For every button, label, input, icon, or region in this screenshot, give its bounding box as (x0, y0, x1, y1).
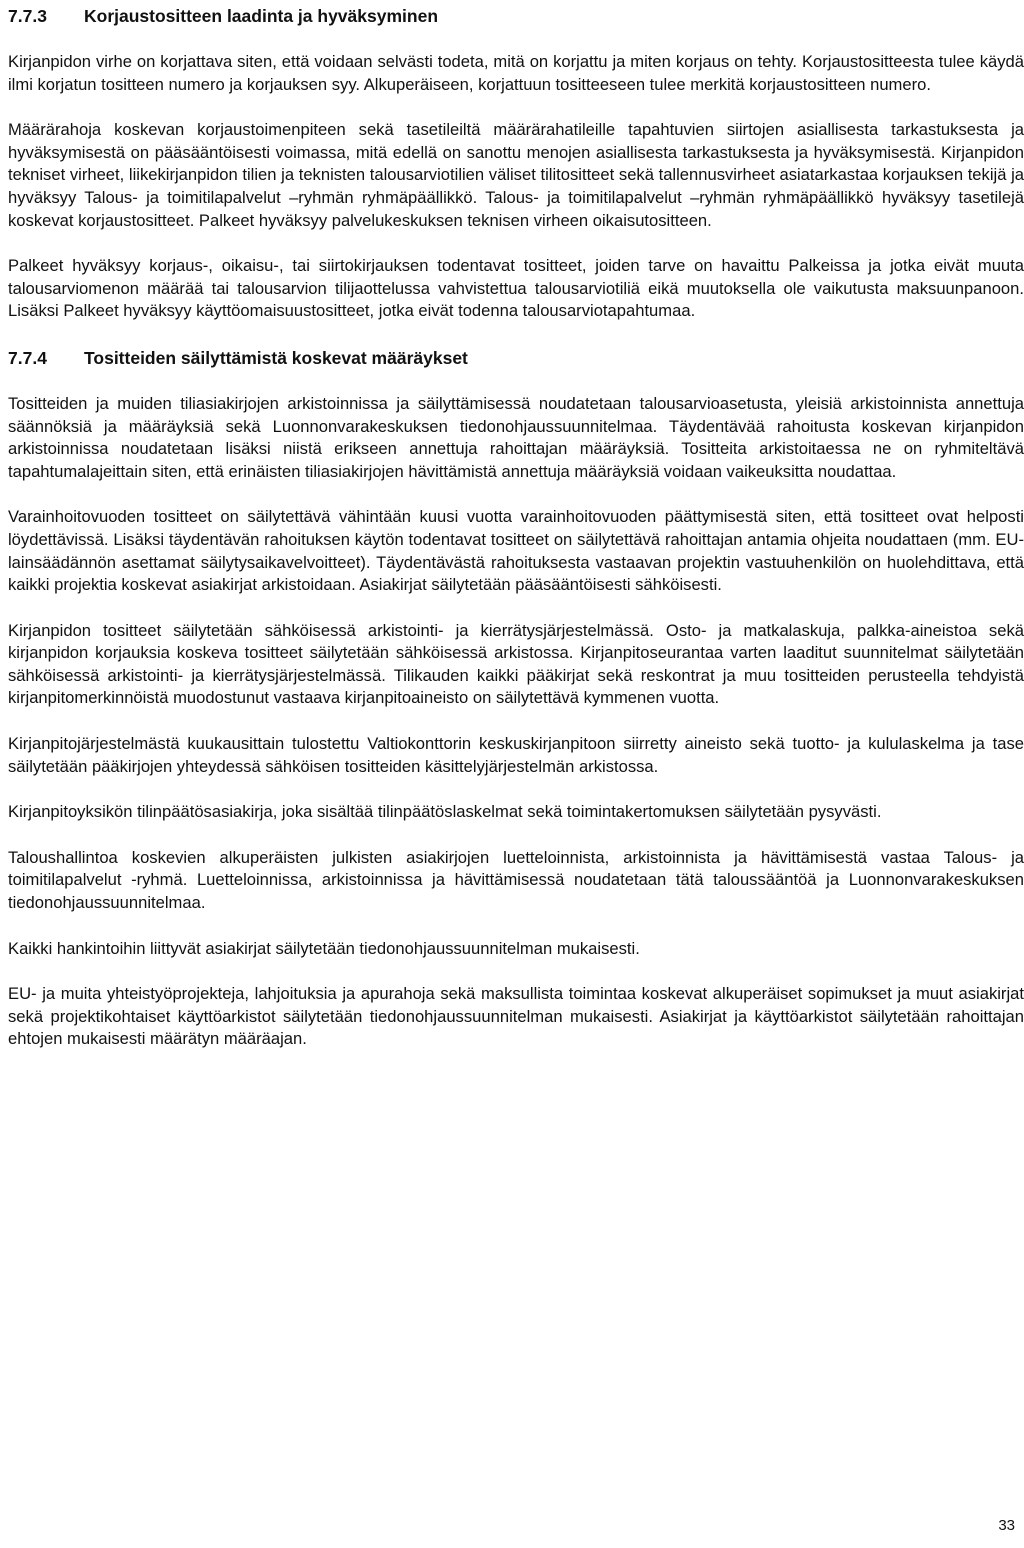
paragraph: Taloushallintoa koskevien alkuperäisten julkisten asiakirjojen luetteloinnista, arkistoinnista ja hävittämisestä vastaa Talous- ja toimitilapalvelut -ryhmä. Luetteloinnissa, arkistoinnissa ja hävittämisessä noudatetaan tätä taloussääntöä ja Luonnonvarakeskuksen tiedonohjaussuunnitelmaa. (8, 847, 1024, 913)
section-number: 7.7.3 (8, 6, 47, 26)
paragraph: Kirjanpidon tositteet säilytetään sähköisessä arkistointi- ja kierrätysjärjestelmässä. Osto- ja matkalaskuja, palkka-aineistoa sekä kirjanpidon korjauksia koskeva tositteet säilytetään sähköisessä arkistossa. Kirjanpitoseurantaa varten laaditut suunnitelmat säilytetään sähköisessä arkistointi- ja kierrätysjärjestelmässä. Tilikauden kaikki pääkirjat sekä reskontrat ja muu tositteiden perusteella tehdyistä kirjanpitomerkinnöistä muodostunut vastaava kirjanpitoaineisto on säilytettävä kymmenen vuotta. (8, 620, 1024, 708)
paragraph: Kirjanpidon virhe on korjattava siten, että voidaan selvästi todeta, mitä on korjattu ja miten korjaus on tehty. Korjaustositteesta tulee käydä ilmi korjatun tositteen numero ja korjauksen syy. Alkuperäiseen, korjattuun tositteeseen tulee merkitä korjaustositteen numero. (8, 52, 1024, 94)
section-title: Tositteiden säilyttämistä koskevat määräykset (84, 347, 468, 368)
paragraph: Kaikki hankintoihin liittyvät asiakirjat säilytetään tiedonohjaussuunnitelman mukaisesti. (8, 938, 640, 958)
section-title: Korjaustositteen laadinta ja hyväksyminen (84, 6, 439, 26)
section-number: 7.7.4 (8, 347, 47, 368)
section-heading (8, 346, 1024, 370)
document-page (8, 4, 1024, 1072)
page-number: 33 (998, 1517, 1015, 1534)
paragraph: Kirjanpitoyksikön tilinpäätösasiakirja, joka sisältää tilinpäätöslaskelmat sekä toimintakertomuksen säilytetään pysyvästi. (8, 802, 882, 822)
paragraph: Määrärahoja koskevan korjaustoimenpiteen sekä tasetileiltä määrärahatileille tapahtuvien siirtojen asiallisesta tarkastuksesta ja hyväksymisestä on pääsääntöisesti voimassa, mitä edellä on sanottu menojen asiallisesta tarkastuksesta ja hyväksymisestä. Kirjanpidon tekniset virheet, liikekirjanpidon tilien ja teknisten talousarviotilien väliset tilitositteet sekä tallennusvirheet asiatarkastaa korjauksen tekijä ja hyväksyy Talous- ja toimitilapalvelut –ryhmän ryhmäpäällikkö. Talous- ja toimitilapalvelut –ryhmän ryhmäpäällikkö hyväksyy tasetilejä koskevat korjaustositteet. Palkeet hyväksyy palvelukeskuksen teknisen virheen oikaisutositteen. (8, 120, 1024, 230)
paragraph: Palkeet hyväksyy korjaus-, oikaisu-, tai siirtokirjauksen todentavat tositteet, joiden tarve on havaittu Palkeissa ja jotka eivät muuta talousarviomenon määrää tai talousarvion tilijaottelussa vahvistettua talousarviotiliä eikä muutoksella ole vaikutusta maksuunpanoon. Lisäksi Palkeet hyväksyy käyttöomaisuustositteet, jotka eivät todenna talousarviotapahtumaa. (8, 256, 1024, 321)
paragraph: Kirjanpitojärjestelmästä kuukausittain tulostettu Valtiokonttorin keskuskirjanpitoon siirretty aineisto sekä tuotto- ja kululaskelma ja tase säilytetään pääkirjojen yhteydessä sähköisen tositteiden käsittelyjärjestelmän arkistossa. (8, 734, 1024, 776)
paragraph: EU- ja muita yhteistyöprojekteja, lahjoituksia ja apurahoja sekä maksullista toimintaa koskevat alkuperäiset sopimukset ja muut asiakirjat sekä projektikohtaiset käyttöarkistot säilytetään tiedonohjaussuunnitelman mukaisesti. Asiakirjat ja käyttöarkistot säilytetään rahoittajan ehtojen mukaisesti määrätyn määräajan. (8, 984, 1024, 1049)
paragraph: Tositteiden ja muiden tiliasiakirjojen arkistoinnissa ja säilyttämisessä noudatetaan talousarvioasetusta, yleisiä arkistoinnista annettuja säännöksiä ja määräyksiä sekä Luonnonvarakeskuksen tiedonohjaussuunnitelmaa. Täydentävää rahoitusta koskevan kirjanpidon arkistoinnissa noudatetaan lisäksi niistä erikseen annettuja rahoittajan määräyksiä. Tositteita arkistoitaessa ne on ryhmiteltävä tapahtumalajeittain siten, että erinäisten tiliasiakirjojen hävittämistä annettuja määräyksiä voidaan vaikeuksitta noudattaa. (8, 393, 1024, 481)
paragraph: Varainhoitovuoden tositteet on säilytettävä vähintään kuusi vuotta varainhoitovuoden päättymisestä siten, että tositteet ovat helposti löydettävissä. Lisäksi täydentävän rahoituksen käytön todentavat tositteet on säilytettävä rahoittajan antamia ohjeita noudattaen (mm. EU-lainsäädännön asettamat säilytysaikavelvoitteet). Täydentävästä rahoituksesta vastaavan projektin vastuuhenkilön on huolehdittava, että kaikki projektia koskevat asiakirjat arkistoidaan. Asiakirjat säilytetään pääsääntöisesti sähköisesti. (8, 507, 1024, 595)
section-heading (8, 4, 1024, 28)
